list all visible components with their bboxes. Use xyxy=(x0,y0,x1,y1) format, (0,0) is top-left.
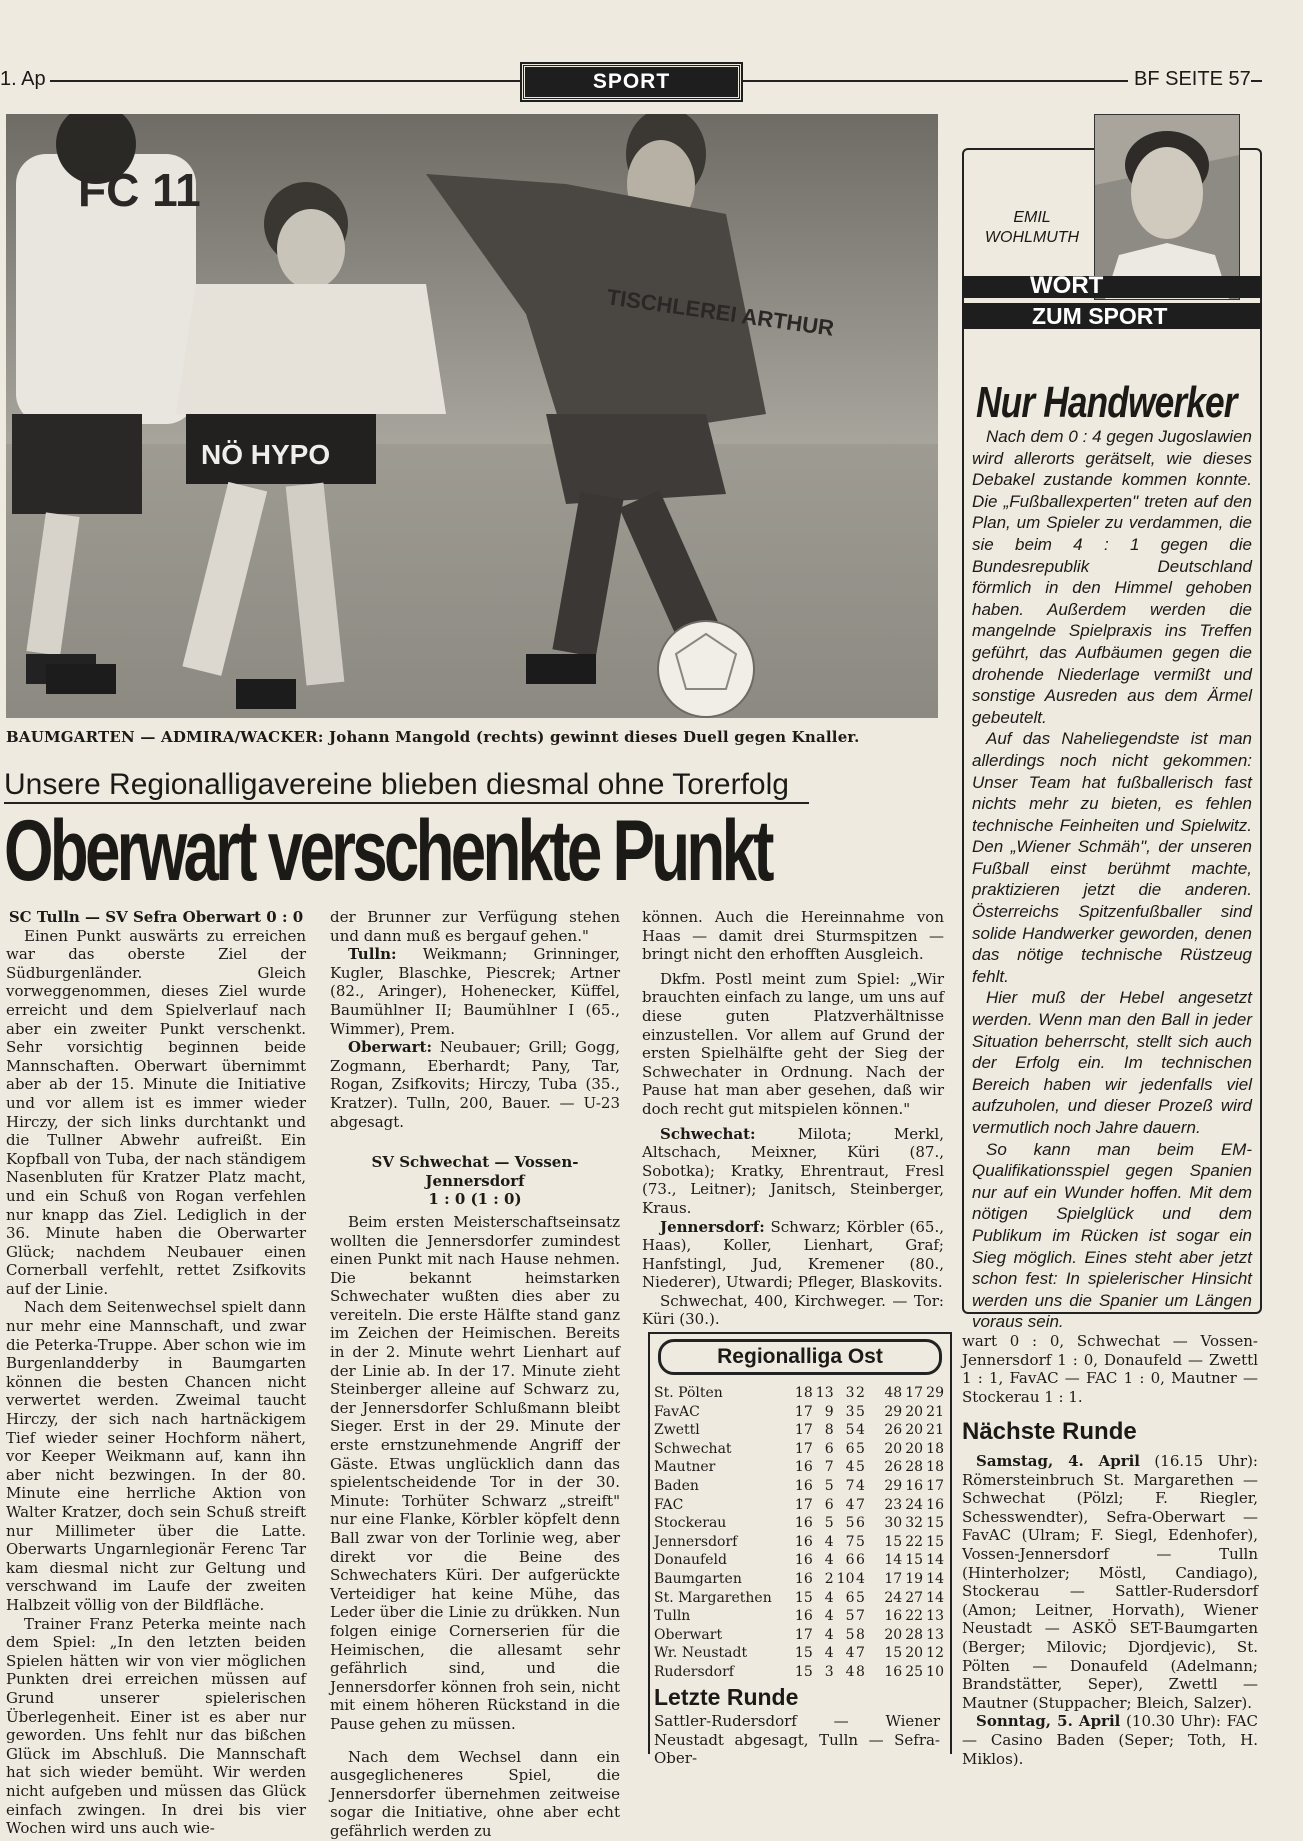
paragraph: wart 0 : 0, Schwechat — Vossen-Jennersdorf 1 : 0, Donaufeld — Zwettl 1 : 1, FavAC — FAC 1 : 0, Mautner — Stockerau 1 : 1. xyxy=(962,1332,1258,1406)
match-photo-illustration xyxy=(6,114,938,718)
author-last-name: WOHLMUTH xyxy=(984,229,1080,246)
table-cell: 4 xyxy=(845,1459,855,1476)
table-cell: 17 xyxy=(794,1403,813,1420)
match-score: 1 : 0 (1 : 0) xyxy=(428,1190,522,1209)
table-cell: 32 xyxy=(905,1515,924,1532)
table-cell: 16 xyxy=(884,1608,903,1625)
table-cell: 6 xyxy=(845,1589,855,1606)
table-cell: 23 xyxy=(884,1496,903,1513)
table-row xyxy=(654,1421,944,1440)
paragraph: So kann man beim EM-Qualifikationsspiel gegen Spanien nur auf ein Wunder hoffen. Mit dem nötigen Spielglück und dem Publikum im Rücken ist sogar ein Sieg möglich. Eines steht aber jetzt schon fest: In spielerischer Hinsicht werden uns die Spanier um Längen voraus sein. xyxy=(972,1139,1252,1332)
lineup-label: Tulln: xyxy=(348,945,397,964)
table-cell: 15 xyxy=(905,1552,924,1569)
paragraph: Auf das Naheliegendste ist man allerdings noch nicht gekommen: Unser Team hat fußballerisch fast nichts mehr zu bieten, es fehlen technische Feinheiten und Spielwitz. Den „Wiener Schmäh", der unseren Fußball einst berühmt machte, praktizieren jetzt die anderen. Österreichs Spitzenfußballer sind solide Handwerker geworden, denen das nötige technische Rüstzeug fehlt. xyxy=(972,729,1252,986)
table-cell: 26 xyxy=(884,1459,903,1476)
fixtures-sunday xyxy=(962,1712,1258,1768)
photo-caption: BAUMGARTEN — ADMIRA/WACKER: Johann Mangold (rechts) gewinnt dieses Duell gegen Knaller. xyxy=(6,728,860,746)
table-cell: 4 xyxy=(824,1608,834,1625)
table-cell: 6 xyxy=(845,1552,855,1569)
table-cell: 27 xyxy=(905,1589,924,1606)
table-cell: 8 xyxy=(824,1422,834,1439)
team-name: FAC xyxy=(654,1496,684,1513)
team-name: Baden xyxy=(654,1477,699,1494)
table-cell: 4 xyxy=(856,1477,865,1494)
team-name: Jennersdorf xyxy=(654,1533,738,1550)
table-cell: 5 xyxy=(856,1459,865,1476)
table-cell: 4 xyxy=(824,1533,834,1550)
shorts-sponsor: NÖ HYPO xyxy=(201,439,331,470)
table-cell: 5 xyxy=(824,1515,834,1532)
table-cell: 5 xyxy=(845,1422,855,1439)
lineup-label: Oberwart: xyxy=(348,1038,433,1057)
team-name: Zwettl xyxy=(654,1422,700,1439)
table-cell: 24 xyxy=(905,1496,924,1513)
table-row xyxy=(654,1514,944,1533)
commentary-title: Nur Handwerker xyxy=(976,378,1237,427)
team-name: Wr. Neustadt xyxy=(654,1645,748,1662)
table-cell: 7 xyxy=(856,1608,865,1625)
table-cell: 5 xyxy=(845,1515,855,1532)
table-cell: 28 xyxy=(905,1459,924,1476)
lineup-text: Weikmann; Grinninger, Kugler, Blaschke, Piescrek; Artner (82., Aringer), Hohenecker, Küffel, Baumühlner II; Baumühlner I (65., Wimmer), Prem. xyxy=(330,945,620,1038)
table-cell: 15 xyxy=(884,1645,903,1662)
table-cell: 13 xyxy=(815,1385,834,1401)
team-name: Stockerau xyxy=(654,1515,727,1532)
table-cell: 4 xyxy=(845,1496,855,1513)
table-cell: 4 xyxy=(824,1552,834,1569)
table-cell: 4 xyxy=(824,1645,834,1662)
table-row xyxy=(654,1533,944,1552)
table-cell: 7 xyxy=(824,1459,834,1476)
table-cell: 20 xyxy=(905,1422,924,1439)
article-column-3 xyxy=(642,908,944,1329)
table-cell: 16 xyxy=(794,1533,813,1550)
paragraph: Nach dem 0 : 4 gegen Jugoslawien wird allerorts gerätselt, wie dieses Debakel zustande kommen konnte. Die „Fußballexperten" treten auf den Plan, um Spieler zu verdammen, die sie beim 4 : 1 gegen die Bundesrepublik Deutschland förmlich in den Himmel gehoben haben. Außerdem werden die mangelnde Spielpraxis ins Treffen geführt, das Aufbäumen gegen die drohende Niederlage vermißt und sonstige Ausreden aus dem Ärmel gebeutelt. xyxy=(972,427,1252,727)
table-cell: 15 xyxy=(794,1645,813,1662)
table-cell: 15 xyxy=(926,1533,944,1550)
team-name: Rudersdorf xyxy=(654,1663,734,1680)
table-cell: 2 xyxy=(824,1570,834,1587)
table-cell: 7 xyxy=(845,1477,855,1494)
table-cell: 15 xyxy=(884,1533,903,1550)
shirt-sponsor: TISCHLEREI ARTHUR xyxy=(605,284,836,341)
paragraph: der Brunner zur Verfügung stehen und dann muß es bergauf gehen." xyxy=(330,908,620,945)
table-cell: 22 xyxy=(905,1608,924,1625)
team-name: Mautner xyxy=(654,1459,716,1476)
table-cell: 13 xyxy=(926,1608,944,1625)
table-cell: 6 xyxy=(856,1552,865,1569)
page-number: BF SEITE 57 xyxy=(1128,68,1251,91)
table-cell: 29 xyxy=(884,1477,903,1494)
table-cell: 6 xyxy=(856,1515,865,1532)
paragraph: Nach dem Seitenwechsel spielt dann nur mehr eine Mannschaft, und zwar die Peterka-Truppe. Aber schon wie im Burgenlandderby in Baumgarten können die besten Chancen nicht verwertet werden. Zweimal taucht Hirczy, der sich nach hartnäckigem Tief wieder seiner Hochform nähert, vor Keeper Weikmann auf, kann ihn aber nicht bezwingen. In der 80. Minute eine herrliche Aktion von Walter Kratzer, doch sein Schuß streift nur Millimeter über die Latte. Oberwarts Ungarnlegionär Ferenc Tar kam diesmal nicht zur Geltung und verschwand im Laufe der zweiten Halbzeit völlig von der Bildfläche. xyxy=(6,1298,306,1614)
article-headline: Oberwart verschenkte Punkt xyxy=(4,803,771,899)
table-cell: 28 xyxy=(905,1626,924,1643)
table-cell: 25 xyxy=(905,1663,924,1680)
team-name: FavAC xyxy=(654,1403,700,1420)
team-name: St. Pölten xyxy=(654,1385,723,1401)
table-cell: 16 xyxy=(794,1552,813,1569)
table-cell: 4 xyxy=(845,1645,855,1662)
table-cell: 2 xyxy=(856,1385,865,1401)
column-label-wort: WORT xyxy=(1030,272,1104,299)
table-cell: 4 xyxy=(824,1589,834,1606)
table-cell: 20 xyxy=(905,1403,924,1420)
table-cell: 6 xyxy=(845,1440,855,1457)
table-cell: 16 xyxy=(884,1663,903,1680)
table-row xyxy=(654,1477,944,1496)
next-round-title: Nächste Runde xyxy=(962,1418,1137,1445)
table-cell: 20 xyxy=(884,1626,903,1643)
table-cell: 29 xyxy=(884,1403,903,1420)
table-cell: 14 xyxy=(926,1589,944,1606)
table-cell: 30 xyxy=(884,1515,903,1532)
table-cell: 16 xyxy=(794,1459,813,1476)
article-kicker: Unsere Regionalligavereine blieben diesmal ohne Torerfolg xyxy=(4,768,789,801)
table-cell: 17 xyxy=(794,1626,813,1643)
table-cell: 19 xyxy=(905,1570,924,1587)
article-column-1 xyxy=(6,908,306,1838)
table-cell: 6 xyxy=(824,1496,834,1513)
match-facts: Schwechat, 400, Kirchweger. — Tor: Küri (30.). xyxy=(642,1291,944,1329)
table-cell: 20 xyxy=(884,1440,903,1457)
table-cell: 8 xyxy=(856,1626,865,1643)
paragraph: Einen Punkt auswärts zu erreichen war das oberste Ziel der Südburgenländer. Gleich vorweggenommen, dieses Ziel wurde erreicht und dem Spielverlauf nach aber ein zweiter Punkt verschenkt. Sehr vorsichtig beginnen beide Mannschaften. Oberwart übernimmt aber ab der 15. Minute die Initiative und vor allem ist es immer wieder Hirczy, der sich links durchtankt und die Tullner Abwehr aufreißt. Ein Kopfball von Tuba, der nach ständigem Nasenbluten für Kratzer Platz macht, und ein Schuß von Rogan verfehlen nur knapp das Ziel. Lediglich in der 36. Minute haben die Oberwarter Glück; nachdem Neubauer einen Cornerball verfehlt, rettet Zsifkovits auf der Linie. xyxy=(6,926,306,1298)
table-cell: 3 xyxy=(824,1663,834,1680)
table-cell: 4 xyxy=(824,1626,834,1643)
team-name: Donaufeld xyxy=(654,1552,727,1569)
table-cell: 13 xyxy=(926,1626,944,1643)
match-heading-schwechat-jennersdorf: SV Schwechat — Vossen-Jennersdorf xyxy=(371,1153,579,1190)
table-cell: 5 xyxy=(856,1589,865,1606)
article-column-2 xyxy=(330,908,620,1841)
table-row xyxy=(654,1440,944,1459)
table-cell: 17 xyxy=(794,1496,813,1513)
fixtures-day: Samstag, 4. April xyxy=(976,1452,1141,1470)
table-cell: 17 xyxy=(884,1570,903,1587)
author-portrait xyxy=(1094,114,1240,300)
paragraph: Dkfm. Postl meint zum Spiel: „Wir brauchten einfach zu lange, um uns auf diese guten Platzverhältnisse einzustellen. Vor allem auf Grund der ersten Spielhälfte geht der Sieg der Schwechater in Ordnung. Nach der Pause hat man aber gesehen, daß wir doch recht gut mitspielen können." xyxy=(642,969,944,1118)
author-first-name: EMIL xyxy=(1013,209,1051,226)
table-cell: 9 xyxy=(824,1403,834,1420)
table-cell: 29 xyxy=(926,1385,944,1401)
table-cell: 18 xyxy=(926,1440,944,1457)
table-cell: 14 xyxy=(926,1552,944,1569)
table-row xyxy=(654,1496,944,1515)
table-cell: 6 xyxy=(824,1440,834,1457)
table-cell: 18 xyxy=(794,1385,813,1401)
table-cell: 21 xyxy=(926,1422,944,1439)
football xyxy=(658,621,754,717)
last-round-results: Sattler-Rudersdorf — Wiener Neustadt abgesagt, Tulln — Sefra-Ober- xyxy=(654,1712,940,1768)
lineup-text: Schwarz; Körbler (65., Haas), Koller, Lienhart, Graf; Hanfstingl, Jud, Kremener (80., Niederer), Utwardi; Pfleger, Blaskovits. xyxy=(642,1217,944,1292)
table-row xyxy=(654,1570,944,1589)
table-row xyxy=(654,1663,944,1682)
table-cell: 16 xyxy=(794,1608,813,1625)
table-cell: 17 xyxy=(794,1422,813,1439)
table-cell: 4 xyxy=(845,1663,855,1680)
last-round-results-continued xyxy=(962,1332,1258,1406)
team-name: Baumgarten xyxy=(654,1570,742,1587)
table-cell: 14 xyxy=(884,1552,903,1569)
table-cell: 8 xyxy=(856,1663,865,1680)
table-cell: 4 xyxy=(856,1570,865,1587)
last-round-title: Letzte Runde xyxy=(654,1684,799,1710)
table-cell: 7 xyxy=(845,1533,855,1550)
lineup-oberwart xyxy=(330,1038,620,1131)
table-cell: 10 xyxy=(926,1663,944,1680)
table-row xyxy=(654,1644,944,1663)
match-photo xyxy=(6,114,938,718)
table-row xyxy=(654,1589,944,1608)
commentary-text xyxy=(972,426,1252,1333)
table-row xyxy=(654,1607,944,1626)
table-cell: 4 xyxy=(856,1422,865,1439)
fixtures-text: (16.15 Uhr): Römersteinbruch St. Margarethen — Schwechat (Pölzl; F. Riegler, Schesswendter), Sefra-Oberwart — FavAC (Ulram; F. Siegl, Edenhofer), Vossen-Jennersdorf — Tulln (Hinterholzer; Möstl, Candiago), Stockerau — Sattler-Rudersdorf (Amon; Leitner, Horvath), Wiener Neustadt — ASKÖ SET-Baumgarten (Berger; Milovic; Djordjevic), St. Pölten — Donaufeld (Adelmann; Brandstätter, Seper), Zwettl — Mautner (Stuppacher; Bleich, Salzer). xyxy=(962,1452,1258,1712)
table-cell: 20 xyxy=(905,1440,924,1457)
table-cell: 7 xyxy=(856,1496,865,1513)
table-cell: 7 xyxy=(856,1645,865,1662)
table-cell: 17 xyxy=(926,1477,944,1494)
paragraph: Trainer Franz Peterka meinte nach dem Spiel: „In den letzten beiden Spielen hätten wir von vier möglichen Punkten drei erreichen müssen auf Grund unserer spielerischen Überlegenheit. Einer ist es aber nur geworden. Uns fehlt nur das bißchen Glück im Abschluß. Die Mannschaft hat sich wieder bemüht. Wir werden nicht aufgeben und müssen das Glück einfach zwingen. In drei bis vier Wochen wird uns auch wie- xyxy=(6,1614,306,1838)
table-cell: 17 xyxy=(794,1440,813,1457)
paragraph: können. Auch die Hereinnahme von Haas — damit drei Sturmspitzen — bringt nicht den erhofften Ausgleich. xyxy=(642,908,944,964)
table-cell: 20 xyxy=(905,1645,924,1662)
lineup-text: Neubauer; Grill; Gogg, Zogmann, Eberhardt; Pany, Tar, Rogan, Zsifkovits; Hirczy, Tuba (35., Kratzer). Tulln, 200, Bauer. — U-23 abgesagt. xyxy=(330,1038,620,1131)
table-cell: 3 xyxy=(845,1385,855,1401)
lineup-text: Milota; Merkl, Altschach, Meixner, Küri (87., Sobotka); Kratky, Ehrentraut, Fresl (73., Leitner); Janitsch, Steinberger, Kraus. xyxy=(642,1124,944,1217)
table-row xyxy=(654,1551,944,1570)
next-round-fixtures xyxy=(962,1452,1258,1768)
table-cell: 5 xyxy=(856,1440,865,1457)
table-cell: 16 xyxy=(794,1477,813,1494)
table-cell: 15 xyxy=(794,1589,813,1606)
lineup-label: Jennersdorf: xyxy=(660,1217,765,1236)
team-name: St. Margarethen xyxy=(654,1589,772,1606)
table-cell: 16 xyxy=(905,1477,924,1494)
table-cell: 3 xyxy=(845,1403,855,1420)
fixtures-saturday xyxy=(962,1452,1258,1712)
jersey-number: FC 11 xyxy=(78,164,201,216)
header-date: 1. Ap xyxy=(0,68,50,91)
table-cell: 17 xyxy=(905,1385,924,1401)
league-table xyxy=(654,1384,944,1682)
table-cell: 16 xyxy=(794,1570,813,1587)
table-cell: 24 xyxy=(884,1589,903,1606)
table-cell: 5 xyxy=(824,1477,834,1494)
team-name: Schwechat xyxy=(654,1440,732,1457)
table-cell: 21 xyxy=(926,1403,944,1420)
lineup-tulln xyxy=(330,945,620,1038)
team-name: Oberwart xyxy=(654,1626,723,1643)
lineup-jennersdorf xyxy=(642,1218,944,1292)
lineup-schwechat xyxy=(642,1125,944,1218)
team-name: Tulln xyxy=(654,1608,691,1625)
author-portrait-illustration xyxy=(1095,115,1239,299)
table-row xyxy=(654,1626,944,1645)
section-label: SPORT xyxy=(522,64,741,100)
table-cell: 12 xyxy=(926,1645,944,1662)
table-row xyxy=(654,1458,944,1477)
lineup-label: Schwechat: xyxy=(660,1124,756,1143)
table-cell: 26 xyxy=(884,1422,903,1439)
table-cell: 15 xyxy=(794,1663,813,1680)
column-label-bar xyxy=(962,276,1262,298)
paragraph: Nach dem Wechsel dann ein ausgeglicheneres Spiel, die Jennersdorfer übernehmen zeitweise sogar die Initiative, ohne aber echt gefährlich werden zu xyxy=(330,1747,620,1840)
fixtures-day: Sonntag, 5. April xyxy=(976,1712,1121,1731)
table-cell: 48 xyxy=(884,1385,903,1401)
column-label-zum-sport: ZUM SPORT xyxy=(1032,303,1168,329)
paragraph: Hier muß der Hebel angesetzt werden. Wenn man den Ball in jeder Situation beherrscht, stellt sich auch der Erfolg ein. Im technischen Bereich haben wir jedenfalls viel aufzuholen, und dieser Prozeß wird vermutlich noch Jahre dauern. xyxy=(972,988,1252,1137)
table-row xyxy=(654,1384,944,1403)
table-cell: 5 xyxy=(845,1608,855,1625)
table-cell: 14 xyxy=(926,1570,944,1587)
match-heading-tulln-oberwart: SC Tulln — SV Sefra Oberwart 0 : 0 xyxy=(8,908,304,926)
table-cell: 5 xyxy=(856,1403,865,1420)
table-cell: 16 xyxy=(794,1515,813,1532)
fixtures-text: (10.30 Uhr): FAC — Casino Baden (Seper; Toth, H. Miklos). xyxy=(962,1712,1258,1768)
table-cell: 5 xyxy=(845,1626,855,1643)
author-name xyxy=(972,208,1092,248)
table-cell: 22 xyxy=(905,1533,924,1550)
table-cell: 10 xyxy=(836,1570,855,1587)
table-cell: 5 xyxy=(856,1533,865,1550)
paragraph: Beim ersten Meisterschaftseinsatz wollten die Jennersdorfer zumindest einen Punkt mit nach Hause nehmen. Die bekannt heimstarken Schwechater wußten dies aber zu vereiteln. Die erste Hälfte stand ganz im Zeichen der Heimischen. Bereits in der 2. Minute wehrt Lienhart auf der Linie ab. In der 17. Minute zieht Steinberger alleine auf Schwarz zu, der Jennersdorfer Schlußmann bleibt Sieger. Erst in der 29. Minute der erste ernstzunehmende Angriff der Gäste. Etwas unglücklich dann das spielentscheidende Tor in der 30. Minute: Torhüter Schwarz „streift" nur eine Flanke, Körbler köpfelt denn Ball zwar von der Torlinie weg, aber direkt vor die Beine des Schwechaters Küri. Der aufgerückte Verteidiger hat keine Mühe, das Leder über die Linie zu drükken. Nun folgen einige Cornerserien für die Heimischen, die allesamt sehr gefährlich sind, und die Jennersdorfer können froh sein, nicht mit einem höheren Rückstand in die Pause gehen zu müssen. xyxy=(330,1212,620,1733)
table-cell: 15 xyxy=(926,1515,944,1532)
table-cell: 18 xyxy=(926,1459,944,1476)
table-row xyxy=(654,1403,944,1422)
table-cell: 16 xyxy=(926,1496,944,1513)
league-table-title: Regionalliga Ost xyxy=(658,1339,942,1375)
